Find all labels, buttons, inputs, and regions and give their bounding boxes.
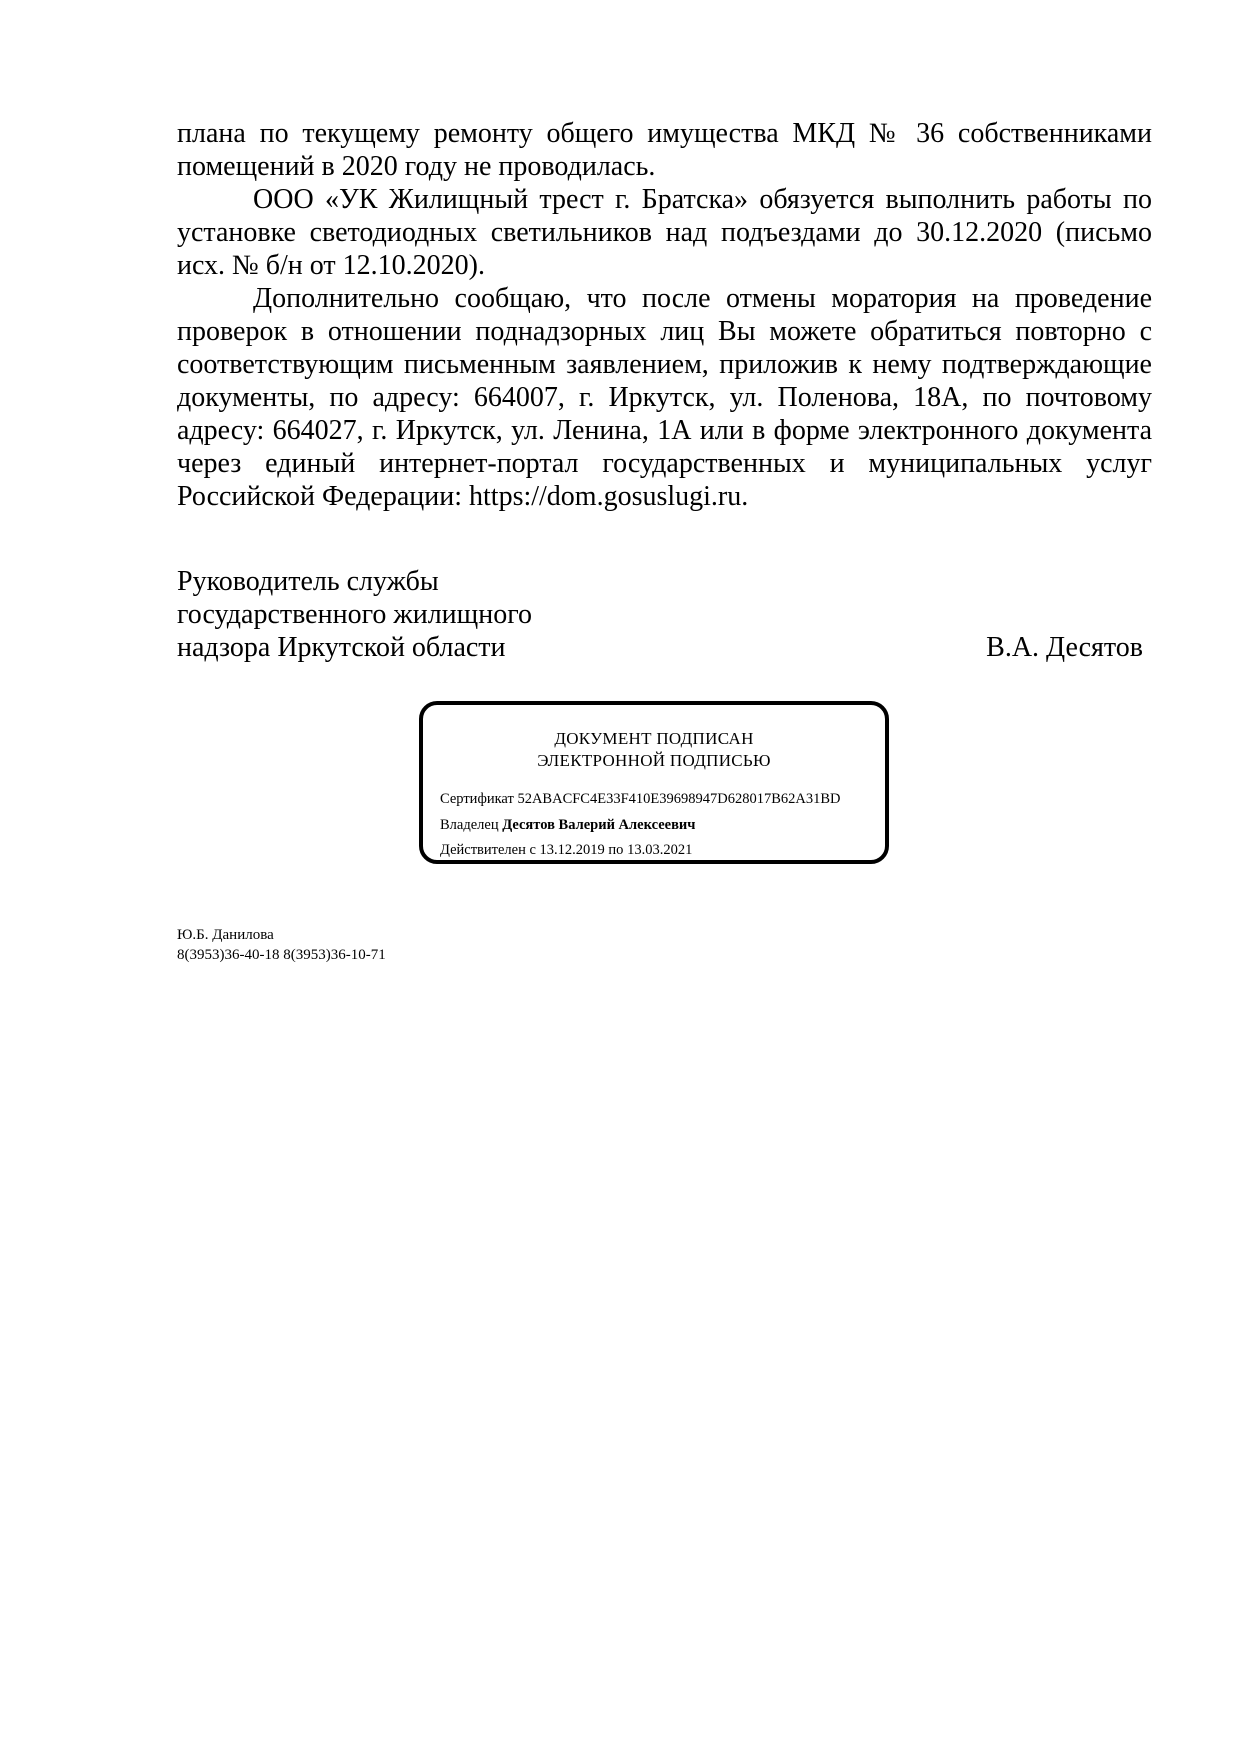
stamp-validity-row: [440, 841, 692, 859]
owner-label: Владелец: [440, 817, 499, 833]
signer-name: В.А. Десятов: [986, 632, 1143, 663]
certificate-label: Сертификат: [440, 791, 514, 807]
letter-body: [177, 117, 1152, 513]
stamp-certificate-row: [440, 790, 841, 808]
validity-label: Действителен с: [440, 842, 536, 858]
paragraph-additional-info: Дополнительно сообщаю, что после отмены моратория на проведение проверок в отношении поднадзорных лиц Вы можете обратиться повторно с соответствующим письменным заявлением, приложив к нему подтверждающие документы, по адресу: 664007, г. Иркутск, ул. Поленова, 18А, по почтовому адресу: 664027, г. Иркутск, ул. Ленина, 1А или в форме электронного документа через единый интернет-портал государственных и муниципальных услуг Российской Федерации: https://dom.gosuslugi.ru.: [177, 283, 1152, 512]
stamp-title: [423, 728, 885, 772]
signer-position-line1: Руководитель службы: [177, 566, 439, 597]
owner-value: Десятов Валерий Алексеевич: [502, 817, 696, 833]
signer-position-line3: надзора Иркутской области: [177, 632, 506, 663]
validity-from: 13.12.2019: [539, 842, 605, 858]
stamp-title-line1: ДОКУМЕНТ ПОДПИСАН: [554, 729, 754, 748]
certificate-value: 52ABACFC4E33F410E39698947D628017B62A31BD: [517, 791, 841, 807]
executor-name: Ю.Б. Данилова: [177, 927, 274, 943]
stamp-title-line2: ЭЛЕКТРОННОЙ ПОДПИСЬЮ: [537, 751, 771, 770]
signature-block: [177, 565, 1152, 664]
electronic-signature-stamp: [419, 701, 889, 864]
executor-contact: [177, 925, 386, 965]
executor-phones: 8(3953)36-40-18 8(3953)36-10-71: [177, 947, 386, 963]
paragraph-obligation: ООО «УК Жилищный трест г. Братска» обязуется выполнить работы по установке светодиодных светильников над подъездами до 30.12.2020 (письмо исх. № б/н от 12.10.2020).: [177, 184, 1152, 281]
signer-position-line2: государственного жилищного: [177, 599, 532, 630]
validity-to-label: по: [608, 842, 624, 858]
stamp-owner-row: [440, 816, 695, 834]
paragraph-continuation: плана по текущему ремонту общего имущества МКД № 36 собственниками помещений в 2020 году не проводилась.: [177, 118, 1152, 182]
validity-to: 13.03.2021: [627, 842, 693, 858]
